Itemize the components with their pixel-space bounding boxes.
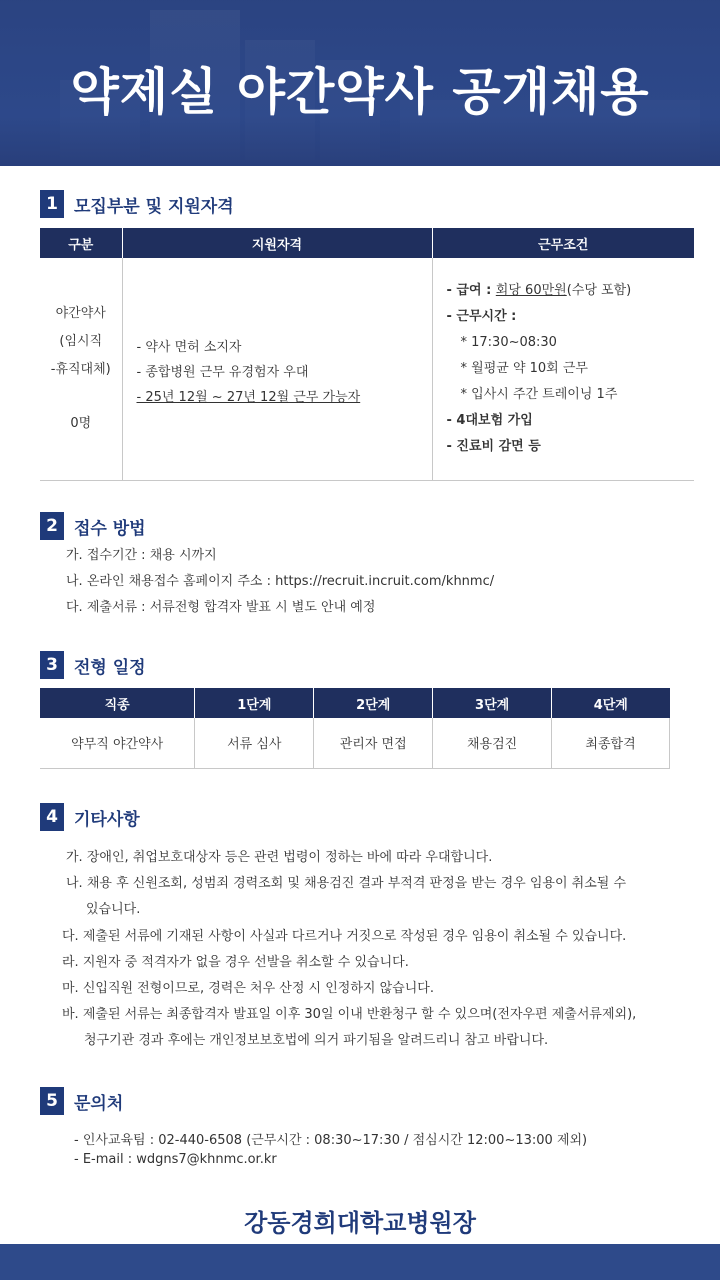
section-number: 5 (40, 1087, 64, 1115)
schedule-table (40, 688, 670, 769)
notice-item: 라. 지원자 중 적격자가 없을 경우 선발을 취소할 수 있습니다. (62, 955, 409, 970)
category-type: (임시직 (59, 333, 103, 349)
qualification-item: - 종합병원 근무 유경험자 우대 (136, 365, 309, 381)
header-banner (0, 0, 720, 166)
table-cell: 최종합격 (552, 718, 670, 768)
table-header: 구분 (40, 228, 122, 258)
table-row (40, 258, 694, 480)
hours-label: - 근무시간 : (446, 308, 517, 324)
section-number: 2 (40, 512, 64, 540)
table-row (40, 718, 670, 768)
section-title: 문의처 (74, 1093, 124, 1114)
category-name: 야간약사 (55, 305, 106, 321)
pay-label: - 급여 : (446, 282, 496, 298)
notice-item: 바. 제출된 서류는 최종합격자 발표일 이후 30일 이내 반환청구 할 수 있으며(전자우편 제출서류제외), (62, 1007, 637, 1022)
table-cell: 관리자 면접 (314, 718, 433, 768)
qualification-cell (122, 258, 432, 480)
table-header: 1단계 (195, 688, 314, 718)
category-cell (40, 258, 122, 480)
pay-note: (수당 포함) (566, 282, 632, 298)
section-number: 3 (40, 651, 64, 679)
qualification-item: - 약사 면허 소지자 (136, 340, 242, 356)
notice-item: 마. 신입직원 전형이므로, 경력은 처우 산정 시 인정하지 않습니다. (62, 981, 434, 996)
table-header: 직종 (40, 688, 195, 718)
section-title: 접수 방법 (74, 518, 146, 539)
hours-item: * 입사시 주간 트레이닝 1주 (460, 386, 618, 402)
table-header: 근무조건 (432, 228, 694, 258)
section-3-header (40, 651, 146, 679)
section-2-header (40, 512, 146, 540)
table-header: 2단계 (314, 688, 433, 718)
table-header: 4단계 (552, 688, 670, 718)
section-4-header (40, 803, 140, 831)
notice-item-continued: 있습니다. (86, 902, 141, 917)
medical-benefit-item: - 진료비 감면 등 (446, 438, 541, 454)
contact-email[interactable]: - E-mail : wdgns7@khnmc.or.kr (74, 1152, 277, 1167)
qualification-item: - 25년 12월 ~ 27년 12월 근무 가능자 (136, 390, 361, 406)
pay-line (447, 278, 695, 304)
qualification-table (40, 228, 694, 481)
application-item: 가. 접수기간 : 채용 시까지 (66, 548, 217, 563)
conditions-cell (432, 258, 694, 480)
hospital-director-signature: 강동경희대학교병원장 (244, 1209, 476, 1237)
footer-bar (0, 1244, 720, 1280)
section-1-header (40, 190, 234, 218)
application-url-item[interactable]: 나. 온라인 채용접수 홈페이지 주소 : https://recruit.incruit.com/khnmc/ (66, 574, 495, 589)
section-title: 모집부분 및 지원자격 (74, 196, 234, 217)
section-number: 1 (40, 190, 64, 218)
hours-item: * 17:30~08:30 (460, 334, 557, 350)
section-5-header (40, 1087, 123, 1115)
section-title: 기타사항 (74, 809, 140, 830)
headcount: 0명 (70, 415, 92, 431)
category-type-detail: -휴직대체) (50, 361, 111, 377)
contact-phone: - 인사교육팀 : 02-440-6508 (근무시간 : 08:30~17:30 / 점심시간 12:00~13:00 제외) (74, 1133, 588, 1148)
notice-item: 가. 장애인, 취업보호대상자 등은 관련 법령이 정하는 바에 따라 우대합니다. (66, 850, 493, 865)
insurance-item: - 4대보험 가입 (446, 412, 533, 428)
page-title: 약제실 야간약사 공개채용 (70, 63, 650, 121)
table-cell: 채용검진 (433, 718, 552, 768)
table-cell: 약무직 야간약사 (40, 718, 195, 768)
table-header: 지원자격 (122, 228, 432, 258)
notice-item: 다. 제출된 서류에 기재된 사항이 사실과 다르거나 거짓으로 작성된 경우 임용이 취소될 수 있습니다. (62, 929, 627, 944)
notice-item-continued: 청구기관 경과 후에는 개인정보보호법에 의거 파기됨을 알려드리니 참고 바랍니다. (84, 1033, 549, 1048)
section-title: 전형 일정 (74, 657, 146, 678)
table-cell: 서류 심사 (195, 718, 314, 768)
application-item: 다. 제출서류 : 서류전형 합격자 발표 시 별도 안내 예정 (66, 600, 376, 615)
notice-item: 나. 채용 후 신원조회, 성범죄 경력조회 및 채용검진 결과 부적격 판정을 받는 경우 임용이 취소될 수 (66, 876, 627, 891)
hours-item: * 월평균 약 10회 근무 (460, 360, 588, 376)
section-number: 4 (40, 803, 64, 831)
table-header: 3단계 (433, 688, 552, 718)
pay-value: 회당 60만원 (495, 282, 567, 298)
